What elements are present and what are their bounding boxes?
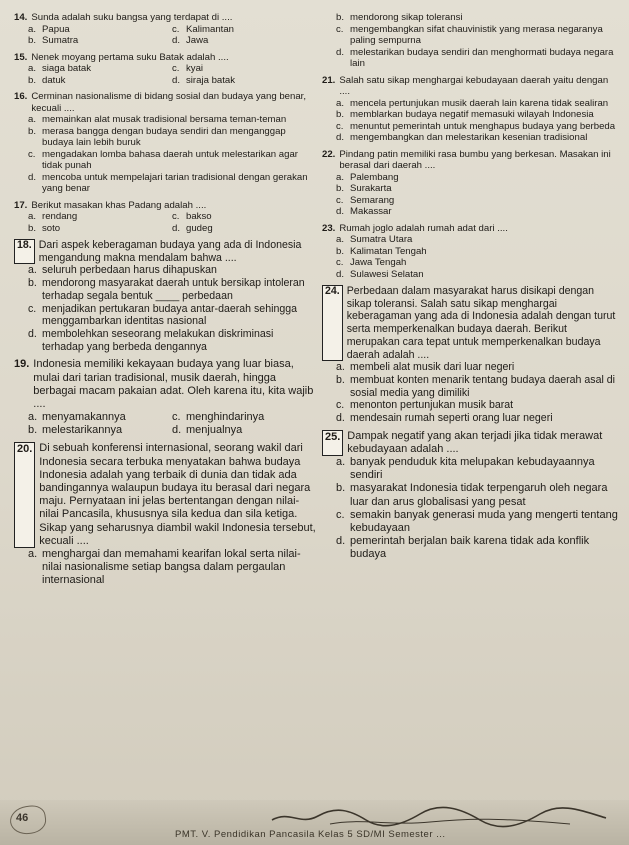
answer-option[interactable] — [172, 63, 316, 75]
answer-options — [14, 411, 316, 437]
option-letter: c. — [336, 257, 344, 268]
question-header — [322, 75, 618, 98]
left-column — [14, 12, 316, 593]
answer-option[interactable] — [336, 47, 618, 70]
answer-option[interactable] — [28, 277, 316, 302]
question-header — [14, 442, 316, 548]
answer-option[interactable] — [28, 548, 316, 588]
option-letter: a. — [28, 547, 38, 560]
option-letter: d. — [172, 222, 181, 234]
option-text: menyamakannya — [42, 411, 126, 424]
question-number: 16. — [14, 91, 28, 102]
option-letter: b. — [336, 183, 345, 194]
answer-option[interactable] — [28, 411, 172, 424]
question-item — [322, 12, 618, 70]
option-letter: d. — [28, 171, 37, 183]
answer-options — [322, 172, 618, 218]
option-letter: a. — [28, 114, 37, 125]
handwritten-scribble-icon — [270, 806, 610, 828]
question-text: Salah satu sikap menghargai kebudayaan daerah yaitu dengan .... — [339, 74, 609, 97]
option-text: Sumatra — [42, 35, 79, 46]
answer-option[interactable] — [172, 75, 316, 87]
answer-option[interactable] — [336, 24, 618, 47]
answer-option[interactable] — [172, 211, 316, 223]
question-header — [14, 52, 316, 64]
option-letter: b. — [28, 277, 37, 290]
option-letter: b. — [28, 35, 37, 46]
question-text: Nenek moyang pertama suku Batak adalah .... — [31, 51, 229, 63]
answer-option[interactable] — [28, 328, 316, 353]
option-letter: a. — [336, 456, 346, 469]
option-text: bakso — [186, 211, 212, 222]
option-letter: c. — [172, 211, 180, 222]
question-header — [14, 200, 316, 212]
question-text: Dari aspek keberagaman budaya yang ada di Indonesia mengandung makna mendalam bahwa .... — [38, 239, 302, 264]
answer-option[interactable] — [336, 269, 618, 281]
answer-option[interactable] — [28, 63, 172, 75]
question-text: Dampak negatif yang akan terjadi jika tidak merawat kebudayaan adalah .... — [347, 429, 603, 455]
option-text: melestarikan budaya sendiri dan menghormati budaya negara lain — [350, 46, 614, 69]
option-letter: b. — [336, 109, 345, 120]
option-text: mendorong sikap toleransi — [350, 12, 463, 23]
option-letter: a. — [28, 211, 37, 222]
option-text: Surakarta — [350, 183, 392, 194]
option-letter: c. — [28, 148, 36, 160]
option-text: Sulawesi Selatan — [350, 268, 424, 280]
answer-option[interactable] — [172, 24, 316, 36]
option-text: soto — [42, 222, 61, 234]
answer-option[interactable] — [336, 509, 618, 535]
answer-option[interactable] — [336, 412, 618, 425]
question-item — [14, 52, 316, 87]
option-letter: d. — [336, 268, 345, 280]
option-text: masyarakat Indonesia tidak terpengaruh oleh negara luar dan arus globalisasi yang pesat — [350, 482, 608, 508]
option-letter: b. — [28, 125, 37, 137]
option-text: menjualnya — [186, 424, 243, 437]
question-text: Cerminan nasionalisme di bidang sosial dan budaya yang benar, kecuali .... — [31, 91, 307, 114]
answer-option[interactable] — [172, 35, 316, 47]
right-column — [322, 12, 618, 567]
option-text: memainkan alat musak tradisional bersama teman-teman — [42, 114, 287, 125]
option-text: Jawa Tengah — [350, 257, 407, 268]
answer-option[interactable] — [28, 424, 172, 437]
answer-option[interactable] — [336, 195, 618, 207]
answer-option[interactable] — [336, 183, 618, 195]
option-text: mendorong masyarakat daerah untuk bersikap intoleran terhadap segala bentuk ____ perbedaan — [42, 277, 305, 302]
option-letter: b. — [28, 74, 37, 86]
answer-option[interactable] — [336, 535, 618, 561]
option-text: mengadakan lomba bahasa daerah untuk melestarikan agar tidak punah — [42, 148, 299, 171]
question-number: 19. — [14, 358, 30, 371]
answer-option[interactable] — [28, 223, 172, 235]
option-text: menuntut pemerintah untuk menghapus budaya yang berbeda — [350, 120, 616, 132]
option-text: memblarkan budaya negatif memasuki wilayah Indonesia — [350, 109, 594, 120]
option-letter: d. — [336, 132, 345, 143]
question-number: 20. — [14, 442, 35, 548]
question-item — [14, 358, 316, 437]
option-text: Semarang — [350, 194, 395, 206]
option-text: semakin banyak generasi muda yang mengerti tentang kebudayaan — [350, 508, 618, 535]
option-letter: b. — [336, 12, 345, 23]
option-letter: b. — [336, 373, 345, 386]
question-number: 21. — [322, 74, 336, 86]
question-item — [322, 285, 618, 425]
answer-option[interactable] — [336, 456, 618, 482]
answer-options — [14, 548, 316, 588]
question-number: 14. — [14, 12, 28, 23]
option-letter: a. — [336, 234, 345, 245]
option-text: pemerintah berjalan baik karena tidak ada konflik budaya — [350, 535, 590, 561]
question-item — [322, 430, 618, 562]
question-text: Rumah joglo adalah rumah adat dari .... — [339, 222, 508, 234]
question-item — [322, 75, 618, 144]
option-letter: c. — [336, 120, 344, 132]
option-text: menghargai dan memahami kearifan lokal serta nilai-nilai nasionalisme setiap bangsa dalam pergaulan internasional — [42, 547, 301, 587]
answer-option[interactable] — [336, 109, 618, 121]
question-header — [14, 12, 316, 24]
question-number: 23. — [322, 222, 336, 234]
option-letter: c. — [28, 302, 37, 315]
answer-option[interactable] — [28, 114, 316, 126]
question-text: Pindang patin memiliki rasa bumbu yang berkesan. Masakan ini berasal dari daerah .... — [339, 148, 611, 171]
option-text: Sumatra Utara — [350, 234, 413, 245]
question-text: Berikut masakan khas Padang adalah .... — [31, 199, 207, 211]
answer-option[interactable] — [336, 257, 618, 269]
option-text: Makassar — [350, 206, 392, 217]
question-item — [14, 91, 316, 195]
answer-option[interactable] — [336, 399, 618, 412]
question-header — [322, 285, 618, 361]
footer-text: PMT. V. Pendidikan Pancasila Kelas 5 SD/MI Semester ... — [175, 829, 446, 840]
answer-option[interactable] — [28, 126, 316, 149]
answer-option[interactable] — [336, 172, 618, 184]
question-text: Sunda adalah suku bangsa yang terdapat di .... — [31, 12, 233, 23]
option-letter: d. — [172, 74, 181, 86]
answer-option[interactable] — [336, 132, 618, 144]
option-letter: a. — [28, 63, 37, 74]
option-letter: d. — [336, 535, 346, 548]
answer-option[interactable] — [172, 424, 316, 437]
option-text: membeli alat musik dari luar negeri — [350, 361, 515, 374]
option-letter: d. — [336, 46, 345, 58]
option-letter: a. — [28, 411, 38, 424]
answer-options — [322, 361, 618, 425]
answer-options — [14, 264, 316, 353]
question-item — [14, 442, 316, 587]
question-number: 22. — [322, 148, 336, 160]
option-letter: c. — [172, 411, 181, 424]
answer-option[interactable] — [336, 374, 618, 399]
option-text: kyai — [186, 63, 204, 74]
option-letter: a. — [336, 97, 345, 109]
question-number: 15. — [14, 51, 28, 63]
question-text: Perbedaan dalam masyarakat harus disikapi dengan sikap toleransi. Salah satu sikap menghargai keberagaman yang ada di Indonesia adalah dengan turut serta memperkenalkan budaya daerah. Berikut merupakan cara tepat untuk memperkenalkan budaya daerah adalah .... — [346, 285, 616, 361]
option-letter: c. — [336, 399, 345, 412]
option-letter: b. — [28, 424, 38, 437]
option-text: rendang — [42, 211, 78, 222]
answer-option[interactable] — [336, 121, 618, 133]
question-number: 24. — [322, 285, 343, 361]
answer-option[interactable] — [172, 223, 316, 235]
answer-options — [322, 98, 618, 144]
option-text: melestarikannya — [42, 424, 123, 437]
question-header — [322, 223, 618, 235]
option-letter: a. — [336, 361, 345, 374]
answer-option[interactable] — [336, 234, 618, 246]
answer-options — [14, 24, 316, 47]
option-letter: a. — [28, 264, 37, 277]
option-text: banyak penduduk kita melupakan kebudayaannya sendiri — [350, 456, 595, 482]
question-text: Indonesia memiliki kekayaan budaya yang luar biasa, mulai dari tarian tradisional, musik daerah, hingga berbagai macam pakaian adat. Oleh karena itu, kita wajib .... — [33, 358, 314, 410]
option-text: mencoba untuk mempelajari tarian tradisional dengan gerakan yang benar — [42, 171, 308, 194]
option-text: menjadikan pertukaran budaya antar-daerah sehingga menggambarkan identitas nasional — [42, 302, 298, 328]
option-text: seluruh perbedaan harus dihapuskan — [42, 264, 217, 277]
question-header — [322, 430, 618, 456]
answer-option[interactable] — [28, 75, 172, 87]
option-letter: d. — [172, 35, 181, 46]
question-item — [322, 149, 618, 218]
answer-options — [14, 211, 316, 234]
question-header — [14, 239, 316, 264]
answer-option[interactable] — [336, 98, 618, 110]
question-item — [14, 200, 316, 235]
answer-option[interactable] — [28, 35, 172, 47]
option-text: mengembangkan sifat chauvinistik yang merasa negaranya paling sempurna — [350, 23, 603, 46]
answer-option[interactable] — [336, 246, 618, 258]
question-header — [14, 91, 316, 114]
option-letter: c. — [336, 194, 344, 206]
option-text: menonton pertunjukan musik barat — [350, 399, 514, 412]
option-text: Kalimatan Tengah — [350, 245, 427, 257]
answer-options — [322, 456, 618, 562]
question-number: 25. — [322, 430, 343, 456]
option-letter: b. — [28, 222, 37, 234]
option-letter: c. — [172, 23, 180, 35]
answer-option[interactable] — [28, 172, 316, 195]
question-item — [14, 239, 316, 353]
option-text: merasa bangga dengan budaya sendiri dan menganggap budaya lain lebih buruk — [42, 125, 286, 148]
question-item — [14, 12, 316, 47]
page-number: 46 — [16, 812, 29, 824]
answer-option[interactable] — [336, 206, 618, 218]
answer-option[interactable] — [172, 411, 316, 424]
question-header — [322, 149, 618, 172]
option-letter: d. — [28, 327, 37, 340]
option-letter: d. — [336, 206, 345, 217]
question-header — [14, 358, 316, 411]
answer-options — [322, 234, 618, 280]
answer-option[interactable] — [28, 303, 316, 328]
answer-option[interactable] — [28, 211, 172, 223]
option-letter: d. — [336, 412, 345, 425]
answer-option[interactable] — [28, 24, 172, 36]
option-text: Kalimantan — [186, 23, 234, 35]
option-letter: b. — [336, 482, 346, 495]
option-letter: d. — [172, 424, 182, 437]
option-text: membuat konten menarik tentang budaya daerah asal di sosial media yang dimiliki — [350, 373, 616, 399]
option-letter: c. — [172, 63, 180, 74]
option-text: menghindarinya — [186, 411, 265, 424]
option-letter: c. — [336, 508, 345, 521]
option-text: siraja batak — [186, 74, 236, 86]
option-letter: a. — [336, 171, 345, 183]
question-number: 18. — [14, 239, 35, 264]
option-text: gudeg — [186, 222, 213, 234]
answer-option[interactable] — [336, 482, 618, 508]
option-text: mencela pertunjukan musik daerah lain karena tidak sealiran — [350, 97, 609, 109]
answer-options — [14, 114, 316, 195]
option-letter: c. — [336, 23, 344, 35]
option-text: datuk — [42, 74, 66, 86]
option-text: Jawa — [186, 35, 209, 46]
option-letter: b. — [336, 245, 345, 257]
option-text: membolehkan seseorang melakukan diskriminasi terhadap yang berbeda dengannya — [42, 327, 274, 353]
option-text: Palembang — [350, 171, 399, 183]
answer-option[interactable] — [28, 264, 316, 277]
option-text: mengembangkan dan melestarikan kesenian tradisional — [350, 132, 588, 143]
answer-options — [14, 63, 316, 86]
option-text: Papua — [42, 23, 70, 35]
option-letter: a. — [28, 23, 37, 35]
answer-option[interactable] — [28, 149, 316, 172]
answer-option[interactable] — [336, 12, 618, 24]
answer-option[interactable] — [336, 361, 618, 374]
option-text: mendesain rumah seperti orang luar negeri — [350, 412, 553, 425]
question-item — [322, 223, 618, 281]
option-text: siaga batak — [42, 63, 92, 74]
question-text: Di sebuah konferensi internasional, seorang wakil dari Indonesia secara terbuka menyatakan bahwa budaya Indonesia adalah yang terbaik di dunia dan tidak ada bandingannya walaupun budaya itu berasal dari negara maju. Pernyataan ini jelas bertentangan dengan nilai-nilai Pancasila, khususnya sila kedua dan sila ketiga. Sikap yang seharusnya diambil wakil Indonesia tersebut, kecuali .... — [39, 442, 316, 547]
question-number: 17. — [14, 199, 28, 211]
answer-options — [322, 12, 618, 70]
